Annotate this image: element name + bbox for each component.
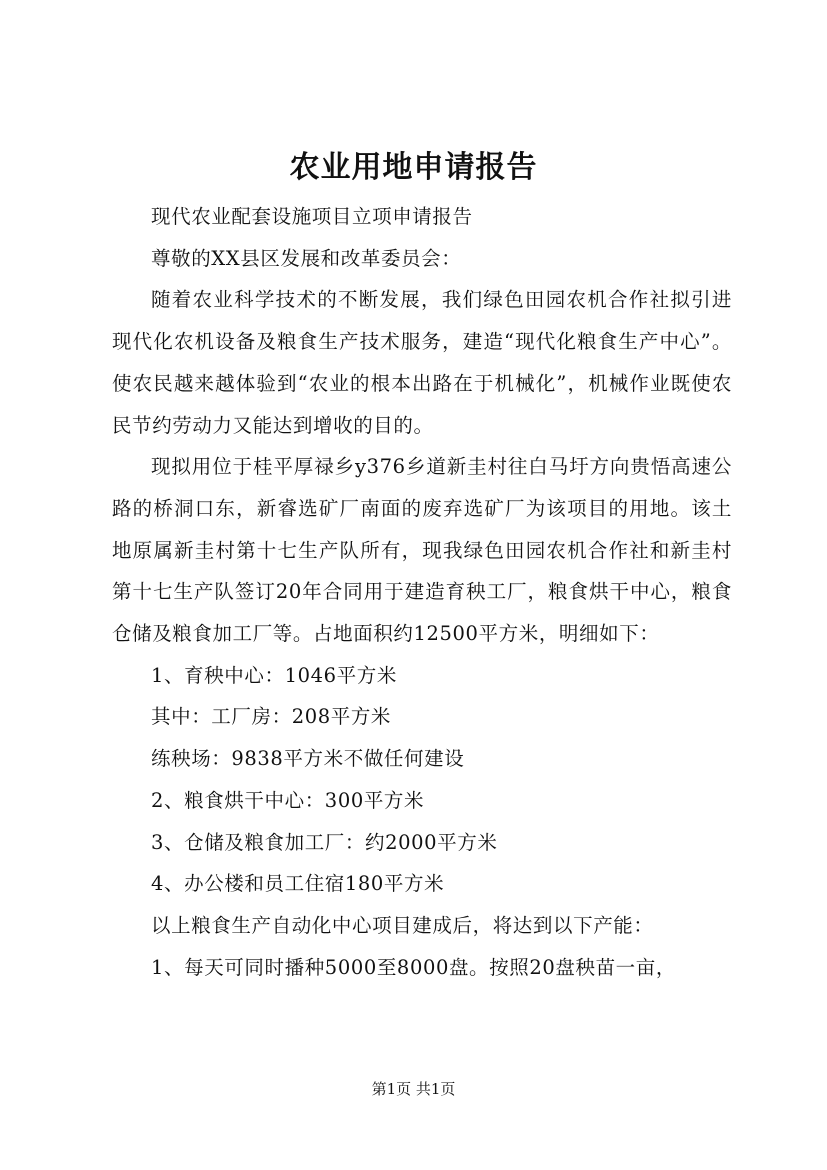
page-number-label: 第1页 共1页	[371, 1080, 456, 1098]
capacity-intro-line: 以上粮食生产自动化中心项目建成后，将达到以下产能：	[151, 913, 654, 937]
list-item: 2、粮食烘干中心：300平方米	[151, 788, 425, 812]
salutation-line: 尊敬的XX县区发展和改革委员会：	[151, 246, 462, 270]
list-item: 练秧场：9838平方米不做任何建设	[151, 747, 465, 771]
list-item: 其中：工厂房：208平方米	[151, 705, 392, 729]
paragraph-intro: 随着农业科学技术的不断发展，我们绿色田园农机合作社拟引进现代化农机设备及粮食生产技术服务，建造“现代化粮食生产中心”。使农民越来越体验到“农业的根本出路在于机械化”，机械作业既使农民节约劳动力又能达到增收的目的。	[112, 288, 732, 437]
list-item: 1、育秧中心：1046平方米	[151, 663, 397, 687]
list-item: 3、仓储及粮食加工厂：约2000平方米	[151, 830, 498, 854]
document-title: 农业用地申请报告	[289, 150, 538, 185]
subtitle-line: 现代农业配套设施项目立项申请报告	[151, 205, 473, 228]
page-footer	[0, 1079, 827, 1099]
capacity-item: 1、每天可同时播种5000至8000盘。按照20盘秧苗一亩，	[151, 955, 676, 979]
paragraph-land-use: 现拟用位于桂平厚禄乡y376乡道新圭村往白马圩方向贵悟高速公路的桥洞口东，新睿选矿厂南面的废弃选矿厂为该项目的用地。该土地原属新圭村第十七生产队所有，现我绿色田园农机合作社和新圭村第十七生产队签订20年合同用于建造育秧工厂，粮食烘干中心，粮食仓储及粮食加工厂等。占地面积约12500平方米，明细如下：	[112, 455, 732, 646]
list-item: 4、办公楼和员工住宿180平方米	[151, 872, 445, 896]
document-body	[112, 196, 732, 988]
